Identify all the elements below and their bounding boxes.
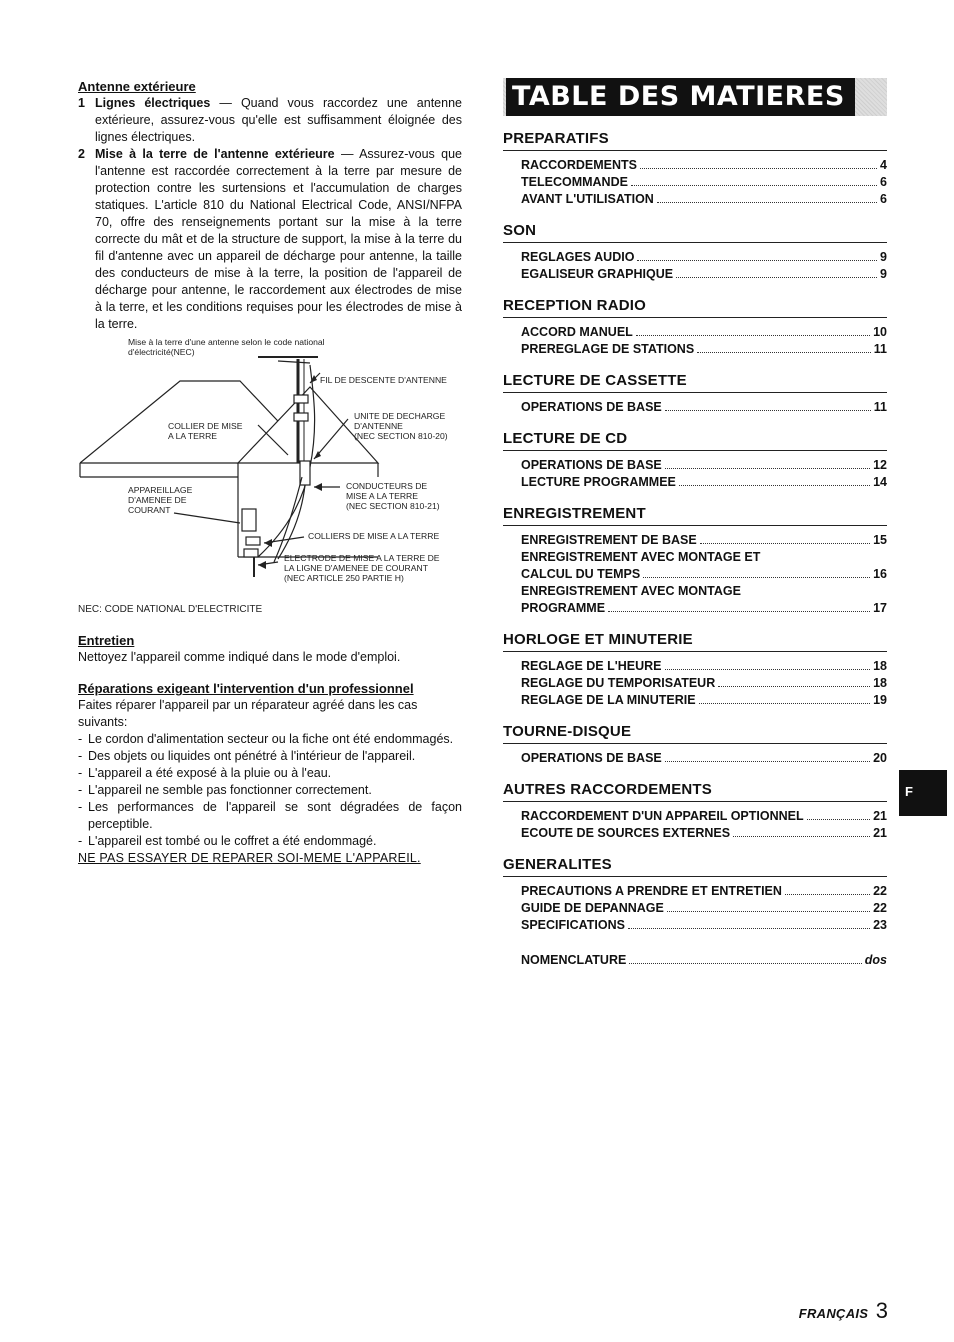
toc-row-label: RACCORDEMENT D'UN APPAREIL OPTIONNEL [521, 809, 804, 823]
toc-row-label: ACCORD MANUEL [521, 325, 633, 339]
toc-row-page: 15 [873, 533, 887, 547]
toc-row[interactable] [503, 341, 887, 358]
toc-row-label: AVANT L'UTILISATION [521, 192, 654, 206]
toc-dot-leader [640, 168, 877, 169]
toc-section [503, 505, 887, 617]
toc-row-label: OPERATIONS DE BASE [521, 458, 662, 472]
toc-row[interactable] [503, 917, 887, 934]
diagram-caption-2: d'électricité(NEC) [128, 347, 195, 357]
toc-dot-leader [807, 819, 870, 820]
repair-list-item [78, 799, 462, 833]
toc-section-title: GENERALITES [503, 856, 887, 877]
toc-row-nomenclature[interactable] [503, 952, 887, 969]
list-dash: - [78, 749, 83, 763]
toc-title: TABLE DES MATIERES [506, 78, 855, 116]
toc-section [503, 781, 887, 842]
toc-row-label: GUIDE DE DEPANNAGE [521, 901, 664, 915]
label-cond-3: (NEC SECTION 810-21) [346, 501, 440, 511]
repair-item-text: L'appareil ne semble pas fonctionner correctement. [88, 783, 372, 797]
label-unite-2: D'ANTENNE [354, 421, 403, 431]
list-dash: - [78, 766, 83, 780]
toc-row-page: 12 [873, 458, 887, 472]
toc-row-label: CALCUL DU TEMPS [521, 567, 641, 581]
toc-dot-leader [643, 577, 870, 578]
toc-row-page: 19 [873, 693, 887, 707]
label-collier-2: A LA TERRE [168, 431, 218, 441]
toc-dot-leader [631, 185, 877, 186]
toc-dot-leader [628, 928, 870, 929]
toc-row[interactable] [503, 692, 887, 709]
toc-section-title: HORLOGE ET MINUTERIE [503, 631, 887, 652]
repair-item-text: L'appareil a été exposé à la pluie ou à l'eau. [88, 766, 332, 780]
repair-list-item [78, 765, 462, 782]
toc-row[interactable] [503, 399, 887, 416]
repair-item-text: Des objets ou liquides ont pénétré à l'intérieur de l'appareil. [88, 749, 416, 763]
toc-sections [503, 130, 887, 934]
toc-dot-leader [637, 260, 877, 261]
item-number: 2 [78, 147, 85, 161]
toc-section [503, 856, 887, 934]
diagram-caption-1: Mise à la terre d'une antenne selon le code national [128, 337, 325, 347]
toc-row-label: REGLAGE DE L'HEURE [521, 659, 662, 673]
toc-row-label: ENREGISTREMENT AVEC MONTAGE [521, 584, 741, 598]
toc-row-page: 14 [873, 475, 887, 489]
toc-row[interactable] [503, 174, 887, 191]
item-text: — Assurez-vous que l'antenne est raccordée correctement à la terre par mesure de protection contre les surtensions et l'accumulation de charges statiques. L'article 810 du National Electrical Code, ANSI/NFPA 70, offre des renseignements portant sur la mise à la terre correcte du mât et de la structure de support, la mise à la terre du fil d'antenne avec un appareil de décharge pour antenne, la taille des conducteurs de mise à la terre, la position de l'appareil de décharge pour antenne, le raccordement aux électrodes de mise à la terre, et les conditions requises pour les électrodes de mise à la terre. [95, 147, 462, 331]
repair-item-text: Le cordon d'alimentation secteur ou la fiche ont été endommagés. [88, 732, 454, 746]
toc-row[interactable] [503, 566, 887, 583]
toc-dot-leader [785, 894, 870, 895]
label-cond-2: MISE A LA TERRE [346, 491, 418, 501]
toc-dot-leader [629, 963, 861, 964]
toc-row-label: ENREGISTREMENT AVEC MONTAGE ET [521, 550, 761, 564]
label-elec-1: ELECTRODE DE MISE A LA TERRE DE [284, 553, 440, 563]
nec-note: NEC: CODE NATIONAL D'ELECTRICITE [78, 604, 263, 615]
toc-row-label: PREREGLAGE DE STATIONS [521, 342, 695, 356]
toc-section [503, 297, 887, 358]
entretien-text: Nettoyez l'appareil comme indiqué dans le mode d'emploi. [78, 650, 401, 664]
list-dash: - [78, 800, 83, 814]
toc-section [503, 372, 887, 416]
item-text: — Quand vous raccordez une antenne extérieure, assurez-vous qu'elle est suffisamment éloignée des lignes électriques. [95, 96, 462, 144]
repair-list [78, 731, 462, 850]
toc-row-label: NOMENCLATURE [521, 953, 627, 967]
toc-dot-leader [665, 468, 870, 469]
toc-row-page: 21 [873, 826, 887, 840]
toc-row[interactable] [503, 900, 887, 917]
page-footer [799, 1298, 888, 1324]
toc-row-label: LECTURE PROGRAMMEE [521, 475, 676, 489]
list-dash: - [78, 783, 83, 797]
toc-row-page: 11 [873, 342, 887, 356]
item-title: Mise à la terre de l'antenne extérieure [95, 147, 335, 161]
toc-row-label: TELECOMMANDE [521, 175, 628, 189]
toc-row-label: RACCORDEMENTS [521, 158, 637, 172]
repair-list-item [78, 782, 462, 799]
toc-row-label: PRECAUTIONS A PRENDRE ET ENTRETIEN [521, 884, 782, 898]
toc-row-page: 22 [873, 901, 887, 915]
toc-section-title: LECTURE DE CD [503, 430, 887, 451]
toc-row-label: REGLAGES AUDIO [521, 250, 635, 264]
toc-row-label: EGALISEUR GRAPHIQUE [521, 267, 674, 281]
label-cond-1: CONDUCTEURS DE [346, 481, 428, 491]
item-title: Lignes électriques [95, 96, 211, 110]
label-app-3: COURANT [128, 505, 171, 515]
toc-dot-leader [665, 669, 871, 670]
toc-row-label: SPECIFICATIONS [521, 918, 625, 932]
toc-section-title: ENREGISTREMENT [503, 505, 887, 526]
repair-list-item [78, 731, 462, 748]
repair-item-text: L'appareil est tombé ou le coffret a été endommagé. [88, 834, 377, 848]
toc-row[interactable] [503, 583, 887, 600]
toc-row[interactable] [503, 808, 887, 825]
toc-row-page: 10 [873, 325, 887, 339]
toc-row[interactable] [503, 600, 887, 617]
toc-row[interactable] [503, 750, 887, 767]
toc-banner [503, 78, 887, 116]
toc-dot-leader [665, 761, 870, 762]
toc-row-page: 22 [873, 884, 887, 898]
list-dash: - [78, 732, 83, 746]
toc-row-page: 6 [880, 175, 887, 189]
toc-dot-leader [679, 485, 870, 486]
toc-row-page: 21 [873, 809, 887, 823]
antenna-grounding-diagram [78, 337, 462, 599]
toc-row[interactable] [503, 658, 887, 675]
language-tab: F [899, 770, 947, 816]
toc-row-label: ECOUTE DE SOURCES EXTERNES [521, 826, 731, 840]
toc-dot-leader [657, 202, 877, 203]
left-column [78, 78, 462, 867]
toc-row-page: dos [864, 953, 887, 967]
label-colliers: COLLIERS DE MISE A LA TERRE [308, 531, 440, 541]
table-of-contents [503, 78, 887, 969]
toc-row-label: REGLAGE DU TEMPORISATEUR [521, 676, 716, 690]
toc-section-title: LECTURE DE CASSETTE [503, 372, 887, 393]
toc-row-page: 4 [880, 158, 887, 172]
toc-row[interactable] [503, 266, 887, 283]
toc-dot-leader [608, 611, 870, 612]
toc-row-label: REGLAGE DE LA MINUTERIE [521, 693, 696, 707]
toc-row[interactable] [503, 324, 887, 341]
toc-row[interactable] [503, 457, 887, 474]
toc-row[interactable] [503, 474, 887, 491]
toc-row-page: 9 [880, 250, 887, 264]
label-elec-3: (NEC ARTICLE 250 PARTIE H) [284, 573, 404, 583]
toc-row[interactable] [503, 825, 887, 842]
toc-dot-leader [697, 352, 871, 353]
toc-section [503, 723, 887, 767]
label-unite-3: (NEC SECTION 810-20) [354, 431, 448, 441]
toc-row[interactable] [503, 249, 887, 266]
toc-row-label: PROGRAMME [521, 601, 606, 615]
toc-dot-leader [700, 543, 870, 544]
toc-row[interactable] [503, 883, 887, 900]
repair-intro: Faites réparer l'appareil par un réparateur agréé dans les cas suivants: [78, 698, 418, 729]
toc-row[interactable] [503, 157, 887, 174]
toc-row-label: ENREGISTREMENT DE BASE [521, 533, 697, 547]
label-fil-descente: FIL DE DESCENTE D'ANTENNE [320, 375, 447, 385]
label-unite-1: UNITE DE DECHARGE [354, 411, 446, 421]
repair-list-item [78, 833, 462, 850]
label-app-1: APPAREILLAGE [128, 485, 193, 495]
repair-warning: NE PAS ESSAYER DE REPARER SOI-MEME L'APPAREIL. [78, 851, 421, 865]
toc-row[interactable] [503, 532, 887, 549]
toc-row[interactable] [503, 191, 887, 208]
toc-section-title: PREPARATIFS [503, 130, 887, 151]
toc-dot-leader [718, 686, 870, 687]
toc-section-title: AUTRES RACCORDEMENTS [503, 781, 887, 802]
toc-section-title: SON [503, 222, 887, 243]
toc-dot-leader [667, 911, 870, 912]
label-collier-1: COLLIER DE MISE [168, 421, 243, 431]
toc-section-title: RECEPTION RADIO [503, 297, 887, 318]
toc-row[interactable] [503, 675, 887, 692]
toc-row-page: 18 [873, 659, 887, 673]
toc-row-page: 16 [873, 567, 887, 581]
repair-item-text: Les performances de l'appareil se sont dégradées de façon perceptible. [88, 800, 462, 831]
label-elec-2: LA LIGNE D'AMENEE DE COURANT [284, 563, 428, 573]
entretien-heading: Entretien [78, 633, 135, 648]
repair-list-item [78, 748, 462, 765]
toc-section-title: TOURNE-DISQUE [503, 723, 887, 744]
toc-row-page: 9 [880, 267, 887, 281]
toc-row-page: 6 [880, 192, 887, 206]
toc-section [503, 631, 887, 709]
antenna-heading: Antenne extérieure [78, 79, 196, 94]
toc-row-page: 18 [873, 676, 887, 690]
list-dash: - [78, 834, 83, 848]
toc-dot-leader [676, 277, 877, 278]
toc-row-page: 11 [873, 400, 887, 414]
antenna-items [78, 95, 462, 333]
toc-dot-leader [665, 410, 871, 411]
toc-row[interactable] [503, 549, 887, 566]
toc-row-label: OPERATIONS DE BASE [521, 400, 662, 414]
antenna-item [78, 146, 462, 333]
page-number: 3 [875, 1298, 888, 1323]
toc-section [503, 222, 887, 283]
repair-heading: Réparations exigeant l'intervention d'un professionnel [78, 681, 414, 696]
toc-dot-leader [636, 335, 870, 336]
footer-language: FRANÇAIS [798, 1306, 869, 1321]
toc-row-page: 23 [873, 918, 887, 932]
toc-dot-leader [699, 703, 871, 704]
label-app-2: D'AMENEE DE [128, 495, 187, 505]
antenna-item [78, 95, 462, 146]
item-number: 1 [78, 96, 85, 110]
toc-section [503, 430, 887, 491]
toc-row-page: 20 [873, 751, 887, 765]
toc-dot-leader [733, 836, 870, 837]
toc-row-label: OPERATIONS DE BASE [521, 751, 662, 765]
toc-section [503, 130, 887, 208]
toc-row-page: 17 [873, 601, 887, 615]
